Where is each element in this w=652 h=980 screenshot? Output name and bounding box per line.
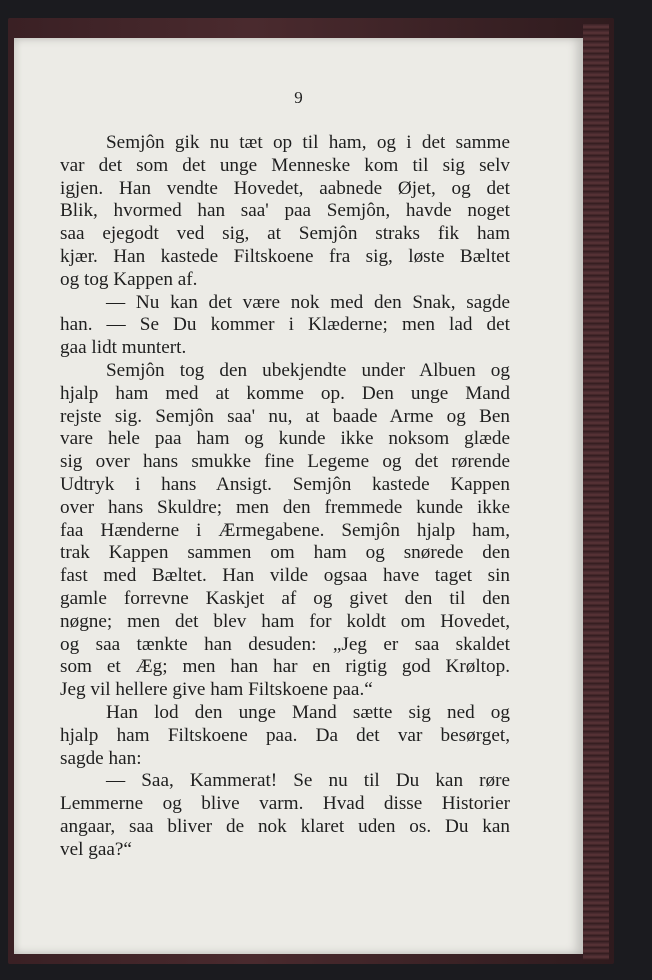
text-line: som et Æg; men han har en rigtig god Krøltop. [60, 656, 510, 678]
text-line: hjalp ham med at komme op. Den unge Mand [60, 382, 510, 404]
cover-edge [583, 24, 609, 960]
text-line: og saa tænkte han desuden: „Jeg er saa skaldet [60, 633, 510, 655]
text-line: saa ejegodt ved sig, at Semjôn straks fik ham [60, 223, 510, 245]
text-line: vare hele paa ham og kunde ikke noksom glæde [60, 428, 510, 450]
text-line: gaa lidt muntert. [60, 337, 187, 359]
text-line: faa Hænderne i Ærmegabene. Semjôn hjalp ham, [60, 519, 510, 541]
text-line: angaar, saa bliver de nok klaret uden os. Du kan [60, 815, 510, 837]
text-line: Jeg vil hellere give ham Filtskoene paa.“ [60, 679, 373, 701]
text-line: gamle forrevne Kaskjet af og givet den til den [60, 587, 510, 609]
body-text [60, 132, 510, 862]
text-line: rejste sig. Semjôn saa' nu, at baade Arme og Ben [60, 405, 510, 427]
text-line: igjen. Han vendte Hovedet, aabnede Øjet, og det [60, 177, 510, 199]
text-line: vel gaa?“ [60, 838, 132, 860]
text-line: Semjôn gik nu tæt op til ham, og i det samme [106, 132, 510, 153]
text-line: hjalp ham Filtskoene paa. Da det var besørget, [60, 724, 510, 746]
text-line: han. — Se Du kommer i Klæderne; men lad det [60, 314, 510, 336]
text-line: Blik, hvormed han saa' paa Semjôn, havde noget [60, 200, 510, 222]
text-line: og tog Kappen af. [60, 268, 198, 290]
text-line: var det som det unge Menneske kom til sig selv [60, 154, 510, 176]
text-line: sig over hans smukke fine Legeme og det rørende [60, 451, 510, 473]
text-line: fast med Bæltet. Han vilde ogsaa have taget sin [60, 565, 510, 587]
text-line: kjær. Han kastede Filtskoene fra sig, løste Bæltet [60, 245, 510, 267]
text-line: sagde han: [60, 747, 142, 769]
text-line: Lemmerne og blive varm. Hvad disse Historier [60, 793, 510, 815]
book-page [14, 38, 583, 954]
text-line: — Saa, Kammerat! Se nu til Du kan røre [106, 770, 510, 792]
text-line: — Nu kan det være nok med den Snak, sagde [106, 291, 510, 313]
text-line: trak Kappen sammen om ham og snørede den [60, 542, 510, 564]
text-line: Udtryk i hans Ansigt. Semjôn kastede Kappen [60, 473, 510, 495]
page-number: 9 [294, 88, 303, 107]
text-line: over hans Skuldre; men den fremmede kunde ikke [60, 496, 510, 518]
text-line: Semjôn tog den ubekjendte under Albuen og [106, 359, 510, 381]
text-line: nøgne; men det blev ham for koldt om Hovedet, [60, 610, 510, 632]
text-line: Han lod den unge Mand sætte sig ned og [106, 701, 510, 723]
